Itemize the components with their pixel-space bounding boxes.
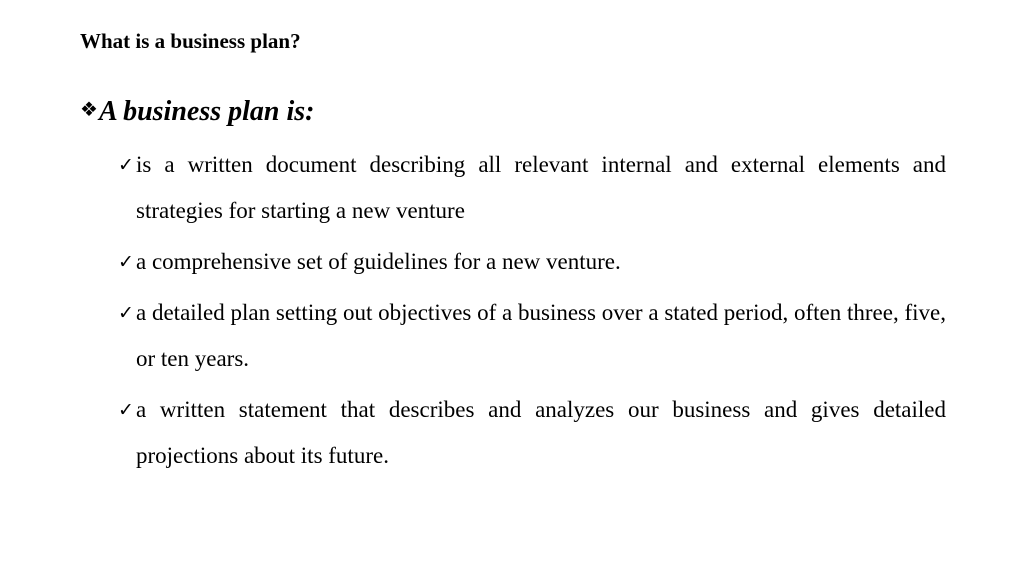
check-icon: ✓: [118, 302, 134, 324]
list-item-text: a written statement that describes and analyzes our business and gives detailed projections about its future.: [136, 397, 946, 468]
list-item-text: is a written document describing all relevant internal and external elements and strategies for starting a new venture: [136, 152, 946, 223]
list-item: [116, 387, 946, 479]
list-item-text: a detailed plan setting out objectives of a business over a stated period, often three, five, or ten years.: [136, 300, 946, 371]
bullet-list: [116, 142, 946, 484]
section-heading-text: A business plan is:: [98, 96, 315, 127]
section-heading: [80, 89, 314, 132]
list-item: [116, 239, 946, 285]
page-title: What is a business plan?: [80, 29, 301, 53]
list-item: [116, 142, 946, 234]
list-item-text: a comprehensive set of guidelines for a new venture.: [136, 249, 621, 274]
diamond-bullet-icon: ❖: [80, 97, 98, 121]
list-item: [116, 290, 946, 382]
check-icon: ✓: [118, 399, 134, 421]
check-icon: ✓: [118, 154, 134, 176]
check-icon: ✓: [118, 251, 134, 273]
